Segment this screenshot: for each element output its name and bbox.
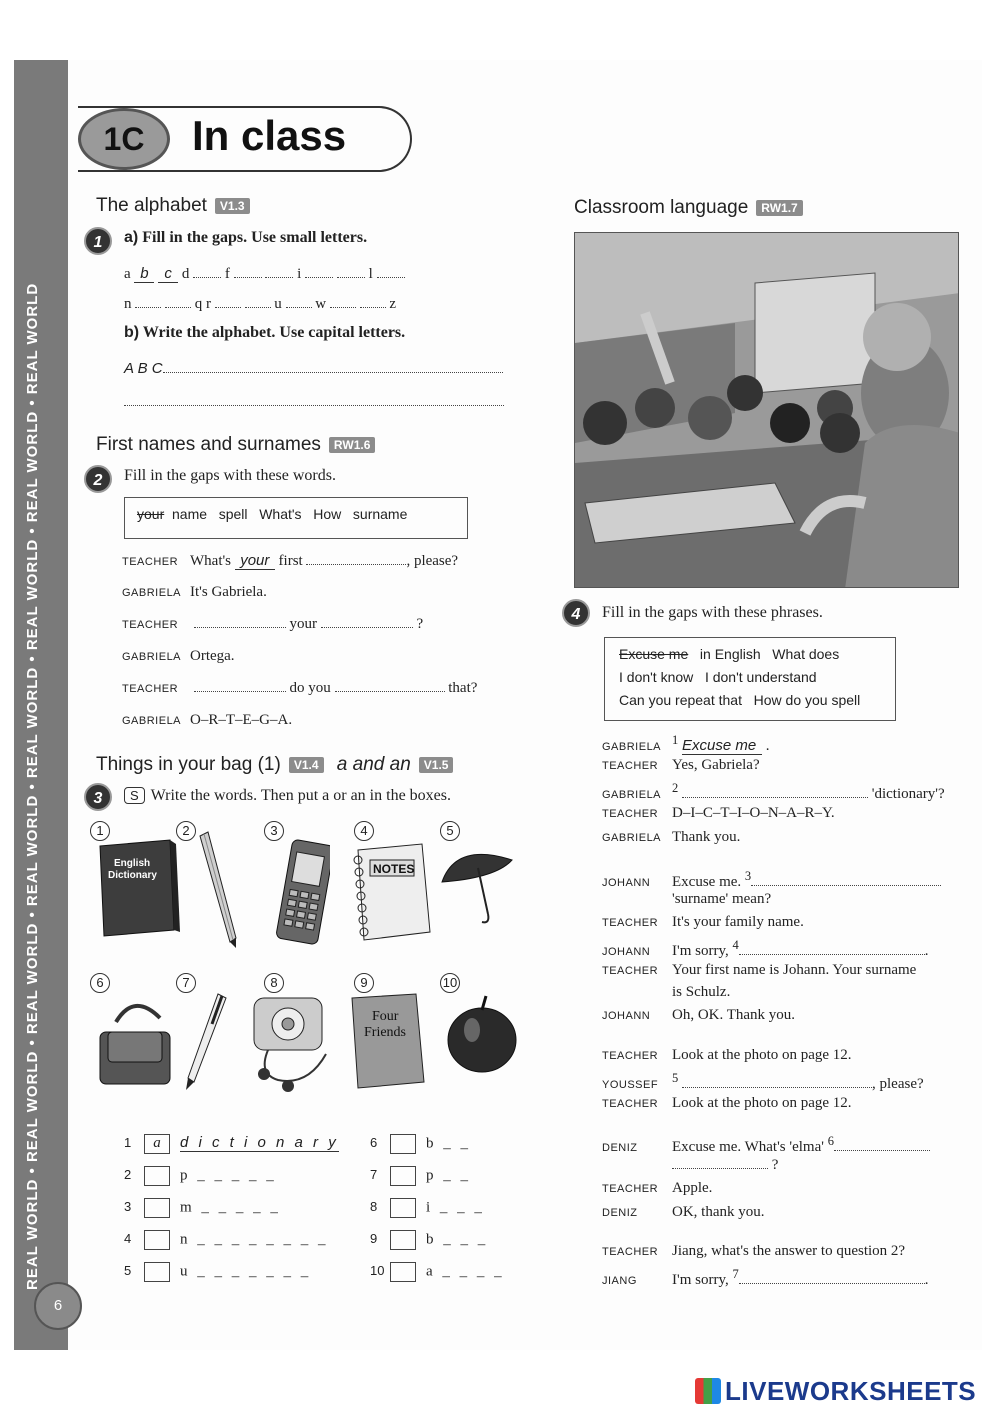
classroom-tag: RW1.7 (756, 200, 802, 216)
alphabet-gap[interactable] (193, 268, 221, 278)
bag-answer-row: 6 b _ _ (370, 1134, 471, 1154)
classroom-dialogue-line: TEACHER Jiang, what's the answer to question 2? (602, 1243, 906, 1259)
classroom-dialogue-line: TEACHER Look at the photo on page 12. (602, 1095, 852, 1111)
article-box[interactable] (390, 1134, 416, 1154)
classroom-dialogue-line: JOHANN I'm sorry, $^4$ . (602, 938, 929, 959)
classroom-dialogue-line: JIANG I'm sorry, $^7$ . (602, 1267, 929, 1288)
word-answer[interactable]: p _ _ _ _ _ (180, 1167, 277, 1184)
liveworksheets-logo: LIVEWORKSHEETS (695, 1376, 976, 1407)
bag-answer-row: 9 b _ _ _ (370, 1230, 488, 1250)
classroom-dialogue-line: 'surname' mean? (672, 891, 772, 907)
names-word-box: your name spell What's How surname (124, 497, 468, 539)
picture-number: 10 (440, 973, 460, 993)
side-band-text: REAL WORLD • REAL WORLD • REAL WORLD • REAL WORLD • REAL WORLD • REAL WORLD • REAL WORLD • REAL WORLD (24, 282, 41, 1290)
article-box[interactable] (144, 1198, 170, 1218)
exercise-3-instruction: S Write the words. Then put a or an in the boxes. (124, 787, 451, 805)
alphabet-gap[interactable] (245, 298, 271, 308)
bag-answer-row: 8 i _ _ _ (370, 1198, 485, 1218)
bag-answer-row: 5 u _ _ _ _ _ _ _ (124, 1262, 311, 1282)
classroom-dialogue-line: GABRIELA $^1$ Excuse me . (602, 733, 770, 754)
alphabet-answer-b[interactable]: b (134, 265, 154, 283)
bag-image (94, 992, 178, 1092)
alphabet-gap[interactable] (305, 268, 333, 278)
capital-alphabet-line-2[interactable] (124, 394, 504, 411)
exercise-4-instruction: Fill in the gaps with these phrases. (602, 604, 823, 621)
pen-image (182, 990, 230, 1094)
classroom-dialogue-line: ? (602, 1157, 778, 1174)
picture-number: 6 (90, 973, 110, 993)
classroom-dialogue-line: TEACHER Your first name is Johann. Your surname (602, 962, 917, 978)
side-band (14, 60, 68, 1350)
alphabet-gap[interactable] (215, 298, 241, 308)
bag-heading: Things in your bag (1) V1.4 a and an V1.5 (96, 754, 453, 776)
word-answer[interactable]: a _ _ _ _ (426, 1263, 505, 1280)
alphabet-gap[interactable] (377, 268, 405, 278)
alphabet-gap[interactable] (360, 298, 386, 308)
liveworksheets-logo-icon (695, 1378, 721, 1404)
names-dialogue-line: TEACHER do you that? (122, 680, 478, 696)
alphabet-gap[interactable] (330, 298, 356, 308)
word-answer[interactable]: n _ _ _ _ _ _ _ _ (180, 1231, 329, 1248)
classroom-dialogue-line: DENIZ OK, thank you. (602, 1204, 765, 1220)
article-box[interactable] (144, 1166, 170, 1186)
names-tag: RW1.6 (329, 437, 375, 453)
picture-number: 2 (176, 821, 196, 841)
picture-number: 3 (264, 821, 284, 841)
word-answer[interactable]: d i c t i o n a r y (180, 1134, 339, 1152)
classroom-dialogue-line: DENIZ Excuse me. What's 'elma' $^6$ (602, 1134, 930, 1156)
picture-number: 9 (354, 973, 374, 993)
dictionary-cover-text: English (114, 858, 151, 869)
exercise-1b-instruction: b) Write the alphabet. Use capital letters. (124, 324, 406, 341)
article-box[interactable] (390, 1262, 416, 1282)
alphabet-answer-c[interactable]: c (158, 265, 178, 283)
article-box[interactable] (390, 1198, 416, 1218)
names-dialogue-line: TEACHER your ? (122, 616, 424, 632)
alphabet-heading: The alphabet V1.3 (96, 195, 250, 217)
bag-answer-row: 10 a _ _ _ _ (370, 1262, 505, 1282)
exercise-2-instruction: Fill in the gaps with these words. (124, 467, 336, 484)
alphabet-gap[interactable] (286, 298, 312, 308)
notes-cover-text: NOTES (373, 862, 415, 876)
bag-answer-row: 3 m _ _ _ _ _ (124, 1198, 281, 1218)
book-cover-text: Four (372, 1009, 399, 1024)
word-answer[interactable]: u _ _ _ _ _ _ _ (180, 1263, 312, 1280)
apple-image (442, 992, 522, 1076)
svg-text:Dictionary: Dictionary (108, 870, 157, 881)
classroom-heading: Classroom language RW1.7 (574, 197, 803, 219)
exercise-1a-instruction: a) Fill in the gaps. Use small letters. (124, 229, 368, 246)
classroom-dialogue-line: YOUSSEF $^5$ , please? (602, 1071, 924, 1092)
picture-number: 5 (440, 821, 460, 841)
svg-text:Friends: Friends (364, 1025, 406, 1040)
word-answer[interactable]: b _ _ (426, 1135, 471, 1152)
alphabet-row-2: n q r u w z (124, 296, 397, 312)
umbrella-image (436, 838, 518, 930)
article-box[interactable] (144, 1230, 170, 1250)
word-answer[interactable]: b _ _ _ (426, 1231, 489, 1248)
notebook-image (348, 840, 434, 944)
names-dialogue-line: GABRIELA O–R–T–E–G–A. (122, 712, 293, 728)
classroom-dialogue-line: TEACHER Look at the photo on page 12. (602, 1047, 852, 1063)
classroom-dialogue-line: TEACHER D–I–C–T–I–O–N–A–R–Y. (602, 805, 835, 821)
picture-number: 1 (90, 821, 110, 841)
alphabet-gap[interactable] (337, 268, 365, 278)
article-box[interactable] (390, 1230, 416, 1250)
bag-answer-row: 7 p _ _ (370, 1166, 471, 1186)
word-answer[interactable]: p _ _ (426, 1167, 471, 1184)
word-answer[interactable]: i _ _ _ (426, 1199, 485, 1216)
book-image (346, 992, 430, 1096)
picture-number: 4 (354, 821, 374, 841)
picture-number: 7 (176, 973, 196, 993)
alphabet-row-1: a b c d f i l (124, 265, 405, 283)
classroom-dialogue-line: TEACHER It's your family name. (602, 914, 804, 930)
exercise-1-number: 1 (84, 227, 112, 255)
article-box[interactable] (144, 1262, 170, 1282)
classroom-dialogue-line: TEACHER Yes, Gabriela? (602, 757, 760, 773)
lesson-title: In class (192, 112, 347, 159)
exercise-3-number: 3 (84, 783, 112, 811)
article-box[interactable] (390, 1166, 416, 1186)
capital-alphabet-line-1[interactable]: A B C (124, 360, 503, 378)
article-box[interactable]: a (144, 1134, 170, 1154)
page-number: 6 (34, 1282, 82, 1330)
lesson-code-badge: 1C (78, 108, 170, 170)
bag-answer-row: 1 a d i c t i o n a r y (124, 1134, 339, 1154)
names-dialogue-line: GABRIELA It's Gabriela. (122, 584, 267, 600)
alphabet-gap[interactable] (234, 268, 262, 278)
mobile-phone-image (270, 838, 330, 948)
phrases-box: Excuse me in English What does I don't know I don't understand Can you repeat that How do you spell (604, 637, 896, 721)
bag-answer-row: 4 n _ _ _ _ _ _ _ _ (124, 1230, 329, 1250)
exercise-2-number: 2 (84, 465, 112, 493)
names-dialogue-line: TEACHER What's your first , please? (122, 552, 459, 569)
alphabet-gap[interactable] (165, 298, 191, 308)
names-heading: First names and surnames RW1.6 (96, 434, 375, 456)
exercise-4-number: 4 (562, 599, 590, 627)
alphabet-tag: V1.3 (215, 198, 250, 214)
alphabet-gap[interactable] (135, 298, 161, 308)
picture-number: 8 (264, 973, 284, 993)
alphabet-gap[interactable] (265, 268, 293, 278)
classroom-dialogue-line: TEACHER Apple. (602, 1180, 713, 1196)
dictionary-image (94, 838, 180, 938)
pencil-image (196, 830, 240, 950)
classroom-dialogue-line: JOHANN Excuse me. $^3$ (602, 869, 941, 891)
word-answer[interactable]: m _ _ _ _ _ (180, 1199, 281, 1216)
cd-player-image (248, 994, 332, 1098)
bag-answer-row: 2 p _ _ _ _ _ (124, 1166, 277, 1186)
names-dialogue-line: GABRIELA Ortega. (122, 648, 235, 664)
classroom-dialogue-line: is Schulz. (672, 984, 731, 1000)
classroom-dialogue-line: GABRIELA $^2$ 'dictionary'? (602, 781, 945, 802)
classroom-photo (574, 232, 959, 588)
classroom-dialogue-line: JOHANN Oh, OK. Thank you. (602, 1007, 796, 1023)
classroom-dialogue-line: GABRIELA Thank you. (602, 829, 741, 845)
